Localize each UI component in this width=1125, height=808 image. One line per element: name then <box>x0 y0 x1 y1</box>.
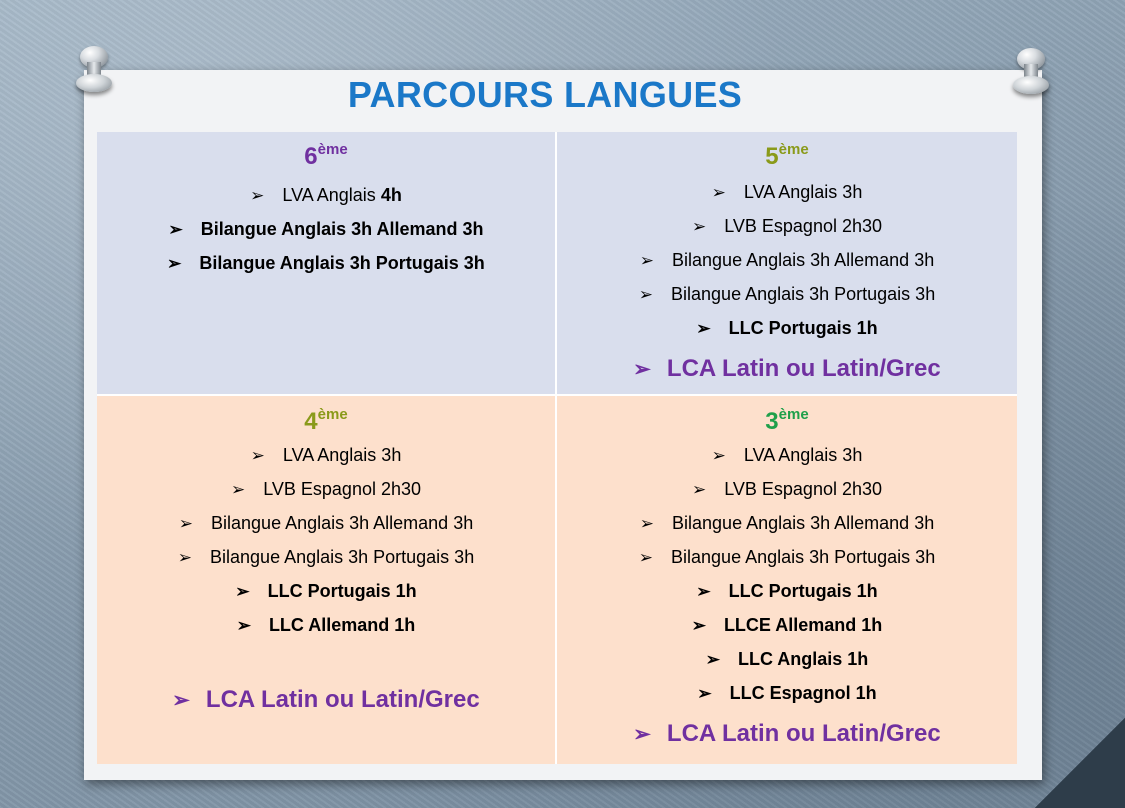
lca-item: ➢ LCA Latin ou Latin/Grec <box>172 686 480 713</box>
arrowhead-bullet-icon: ➢ <box>235 582 250 601</box>
course-item: ➢ LLC Portugais 1h <box>696 318 878 338</box>
grade-heading-6eme: 6ème <box>304 141 348 170</box>
grade-heading-4eme: 4ème <box>304 406 348 435</box>
course-item: ➢ LLC Allemand 1h <box>236 615 416 635</box>
arrowhead-bullet-icon: ➢ <box>638 285 654 304</box>
course-item: ➢ Bilangue Anglais 3h Portugais 3h <box>177 547 475 567</box>
course-item: ➢ Bilangue Anglais 3h Portugais 3h <box>167 253 485 273</box>
cell-5eme <box>557 132 1017 394</box>
course-item: ➢ Bilangue Anglais 3h Allemand 3h <box>639 250 935 270</box>
course-item: ➢ LLC Portugais 1h <box>696 581 878 601</box>
arrowhead-bullet-icon: ➢ <box>168 220 183 239</box>
course-item: ➢ LLC Espagnol 1h <box>697 683 877 703</box>
arrowhead-bullet-icon: ➢ <box>705 650 720 669</box>
course-item: ➢ LVA Anglais 3h <box>250 445 402 465</box>
arrowhead-bullet-icon: ➢ <box>691 616 706 635</box>
grade-heading-5eme: 5ème <box>765 141 809 170</box>
lca-item: ➢ LCA Latin ou Latin/Grec <box>633 720 941 747</box>
page-title: PARCOURS LANGUES <box>347 74 743 115</box>
arrowhead-bullet-icon: ➢ <box>250 446 265 465</box>
course-item: ➢ LVA Anglais 3h <box>711 445 863 465</box>
arrowhead-bullet-icon: ➢ <box>696 319 711 338</box>
arrowhead-bullet-icon: ➢ <box>697 684 712 703</box>
course-item: ➢ LLC Anglais 1h <box>705 649 869 669</box>
grade-heading-3eme: 3ème <box>765 406 809 435</box>
arrowhead-bullet-icon: ➢ <box>633 723 651 746</box>
arrowhead-bullet-icon: ➢ <box>177 548 193 567</box>
arrowhead-bullet-icon: ➢ <box>639 514 655 533</box>
arrowhead-bullet-icon: ➢ <box>178 514 194 533</box>
course-item: ➢ LVA Anglais 4h <box>250 185 402 205</box>
arrowhead-bullet-icon: ➢ <box>230 480 246 499</box>
arrowhead-bullet-icon: ➢ <box>691 480 707 499</box>
course-item: ➢ LVA Anglais 3h <box>711 182 863 202</box>
cell-6eme <box>97 132 555 394</box>
course-item: ➢ LLCE Allemand 1h <box>691 615 883 635</box>
course-item: ➢ LLC Portugais 1h <box>235 581 417 601</box>
lca-item: ➢ LCA Latin ou Latin/Grec <box>633 355 941 382</box>
grade-grid <box>97 132 1017 764</box>
course-item: ➢ LVB Espagnol 2h30 <box>691 216 883 236</box>
background-corner-shade <box>1035 718 1125 808</box>
arrowhead-bullet-icon: ➢ <box>638 548 654 567</box>
pushpin-icon <box>1013 48 1049 96</box>
arrowhead-bullet-icon: ➢ <box>236 616 251 635</box>
arrowhead-bullet-icon: ➢ <box>711 183 726 202</box>
course-item: ➢ Bilangue Anglais 3h Allemand 3h <box>639 513 935 533</box>
arrowhead-bullet-icon: ➢ <box>711 446 726 465</box>
course-item: ➢ Bilangue Anglais 3h Allemand 3h <box>168 219 484 239</box>
arrowhead-bullet-icon: ➢ <box>696 582 711 601</box>
arrowhead-bullet-icon: ➢ <box>172 689 190 712</box>
cell-4eme <box>97 396 555 764</box>
cell-3eme <box>557 396 1017 764</box>
course-item: ➢ Bilangue Anglais 3h Portugais 3h <box>638 547 936 567</box>
course-item: ➢ Bilangue Anglais 3h Allemand 3h <box>178 513 474 533</box>
course-item: ➢ LVB Espagnol 2h30 <box>230 479 422 499</box>
arrowhead-bullet-icon: ➢ <box>691 217 707 236</box>
arrowhead-bullet-icon: ➢ <box>633 358 651 381</box>
arrowhead-bullet-icon: ➢ <box>250 186 265 205</box>
pushpin-icon <box>76 46 112 94</box>
arrowhead-bullet-icon: ➢ <box>167 254 182 273</box>
arrowhead-bullet-icon: ➢ <box>639 251 655 270</box>
course-item: ➢ Bilangue Anglais 3h Portugais 3h <box>638 284 936 304</box>
course-item: ➢ LVB Espagnol 2h30 <box>691 479 883 499</box>
